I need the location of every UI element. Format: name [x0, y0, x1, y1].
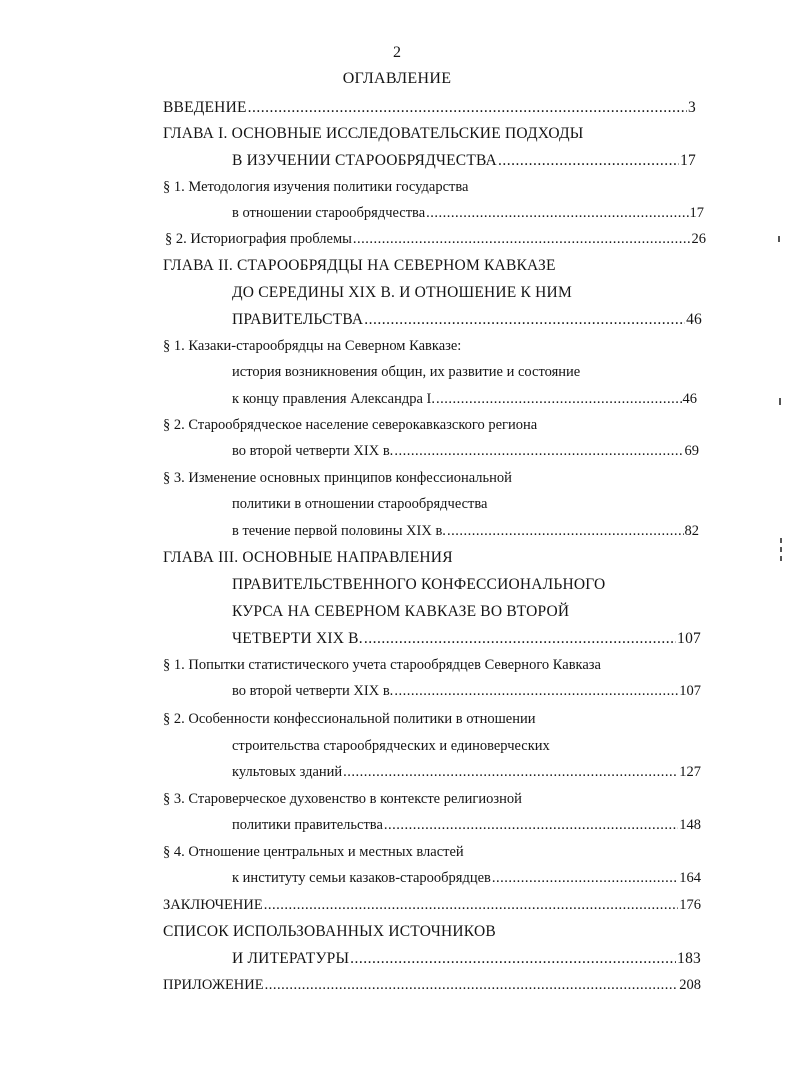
entry-page: 148 — [679, 817, 701, 833]
toc-entry-chapter-3-section-3[interactable] — [232, 815, 701, 835]
entry-page: 82 — [684, 523, 699, 539]
entry-title: ПРИЛОЖЕНИЕ — [163, 977, 264, 993]
entry-title: В ИЗУЧЕНИИ СТАРООБРЯДЧЕСТВА — [232, 152, 497, 169]
entry-page: 183 — [677, 950, 701, 967]
entry-page: 17 — [689, 205, 704, 221]
chapter-1-title[interactable]: ГЛАВА I. ОСНОВНЫЕ ИССЛЕДОВАТЕЛЬСКИЕ ПОДХОДЫ — [163, 125, 584, 142]
leader-dots — [364, 310, 685, 330]
chapter-3-section-2-line-2[interactable]: строительства старообрядческих и единоверческих — [232, 738, 550, 754]
entry-title: к концу правления Александра I. — [232, 391, 435, 407]
chapter-2-section-1-line-2[interactable]: история возникновения общин, их развитие и состояние — [232, 364, 581, 380]
entry-title: к институту семьи казаков-старообрядцев — [232, 870, 491, 886]
entry-page: 107 — [679, 683, 701, 699]
chapter-2-title[interactable]: ГЛАВА II. СТАРООБРЯДЦЫ НА СЕВЕРНОМ КАВКАЗЕ — [163, 257, 556, 274]
chapter-3-title-line-2[interactable]: ПРАВИТЕЛЬСТВЕННОГО КОНФЕССИОНАЛЬНОГО — [232, 576, 606, 593]
entry-page: 26 — [691, 231, 706, 247]
entry-page: 69 — [684, 443, 699, 459]
leader-dots — [498, 151, 679, 171]
toc-entry-chapter-2-section-2[interactable] — [232, 441, 699, 461]
page-number: 2 — [393, 44, 401, 61]
leader-dots — [447, 521, 684, 541]
toc-entry-conclusion[interactable] — [163, 895, 701, 915]
toc-entry-chapter-1-section-1[interactable] — [232, 203, 704, 223]
entry-title: ЧЕТВЕРТИ XIX В. — [232, 630, 363, 647]
scan-mark — [780, 547, 782, 552]
chapter-3-title[interactable]: ГЛАВА III. ОСНОВНЫЕ НАПРАВЛЕНИЯ — [163, 549, 453, 566]
toc-entry-chapter-1-section-2[interactable] — [165, 229, 706, 249]
toc-entry-chapter-3-section-2[interactable] — [232, 762, 701, 782]
toc-entry-chapter-1[interactable] — [232, 151, 696, 171]
entry-page: 208 — [679, 977, 701, 993]
leader-dots — [350, 949, 676, 969]
entry-title: ВВЕДЕНИЕ — [163, 99, 247, 116]
leader-dots — [436, 389, 682, 409]
entry-title: И ЛИТЕРАТУРЫ — [232, 950, 350, 967]
leader-dots — [426, 203, 688, 223]
chapter-2-title-line-2[interactable]: ДО СЕРЕДИНЫ XIX В. И ОТНОШЕНИЕ К НИМ — [232, 284, 572, 301]
toc-entry-chapter-3-section-4[interactable] — [232, 868, 701, 888]
chapter-3-section-2-title[interactable]: § 2. Особенности конфессиональной политики в отношении — [163, 711, 536, 727]
entry-page: 3 — [688, 99, 696, 116]
entry-page: 164 — [679, 870, 701, 886]
entry-title: в течение первой половины XIX в. — [232, 523, 446, 539]
leader-dots — [364, 629, 676, 649]
chapter-2-section-3-line-2[interactable]: политики в отношении старообрядчества — [232, 496, 488, 512]
entry-title: ПРАВИТЕЛЬСТВА — [232, 311, 364, 328]
toc-entry-chapter-2-section-1[interactable] — [232, 389, 697, 409]
entry-title: ЗАКЛЮЧЕНИЕ — [163, 897, 263, 913]
leader-dots — [353, 229, 691, 249]
leader-dots — [265, 975, 679, 995]
toc-entry-chapter-2[interactable] — [232, 310, 702, 330]
entry-title: во второй четверти XIX в. — [232, 443, 394, 459]
scan-mark — [780, 538, 782, 543]
leader-dots — [343, 762, 678, 782]
chapter-3-section-1-title[interactable]: § 1. Попытки статистического учета старообрядцев Северного Кавказа — [163, 657, 601, 673]
entry-page: 107 — [677, 630, 701, 647]
scan-mark — [779, 398, 781, 405]
leader-dots — [394, 441, 683, 461]
chapter-3-section-3-title[interactable]: § 3. Староверческое духовенство в контексте религиозной — [163, 791, 522, 807]
chapter-3-title-line-3[interactable]: КУРСА НА СЕВЕРНОМ КАВКАЗЕ ВО ВТОРОЙ — [232, 603, 570, 620]
entry-title: культовых зданий — [232, 764, 343, 780]
toc-entry-introduction[interactable] — [163, 98, 696, 118]
chapter-2-section-2-title[interactable]: § 2. Старообрядческое население северокавказского региона — [163, 417, 538, 433]
toc-entry-chapter-3-section-1[interactable] — [232, 681, 701, 701]
toc-entry-chapter-3[interactable] — [232, 629, 701, 649]
toc-entry-chapter-2-section-3[interactable] — [232, 521, 699, 541]
toc-title: ОГЛАВЛЕНИЕ — [342, 70, 452, 87]
toc-entry-sources[interactable] — [232, 949, 701, 969]
chapter-2-section-1-title[interactable]: § 1. Казаки-старообрядцы на Северном Кавказе: — [163, 338, 462, 354]
entry-title: во второй четверти XIX в. — [232, 683, 394, 699]
leader-dots — [492, 868, 678, 888]
chapter-1-section-1-title[interactable]: § 1. Методология изучения политики государства — [163, 179, 469, 195]
leader-dots — [248, 98, 687, 118]
entry-page: 46 — [682, 391, 697, 407]
leader-dots — [384, 815, 678, 835]
entry-title: политики правительства — [232, 817, 383, 833]
scan-mark — [778, 236, 780, 242]
chapter-2-section-3-title[interactable]: § 3. Изменение основных принципов конфессиональной — [163, 470, 512, 486]
entry-title: § 2. Историография проблемы — [165, 231, 352, 247]
entry-page: 46 — [686, 311, 702, 328]
entry-title: в отношении старообрядчества — [232, 205, 426, 221]
entry-page: 176 — [679, 897, 701, 913]
entry-page: 127 — [679, 764, 701, 780]
chapter-3-section-4-title[interactable]: § 4. Отношение центральных и местных властей — [163, 844, 464, 860]
scan-mark — [780, 556, 782, 561]
toc-entry-appendix[interactable] — [163, 975, 701, 995]
leader-dots — [394, 681, 678, 701]
sources-title[interactable]: СПИСОК ИСПОЛЬЗОВАННЫХ ИСТОЧНИКОВ — [163, 923, 496, 940]
entry-page: 17 — [680, 152, 696, 169]
leader-dots — [264, 895, 679, 915]
